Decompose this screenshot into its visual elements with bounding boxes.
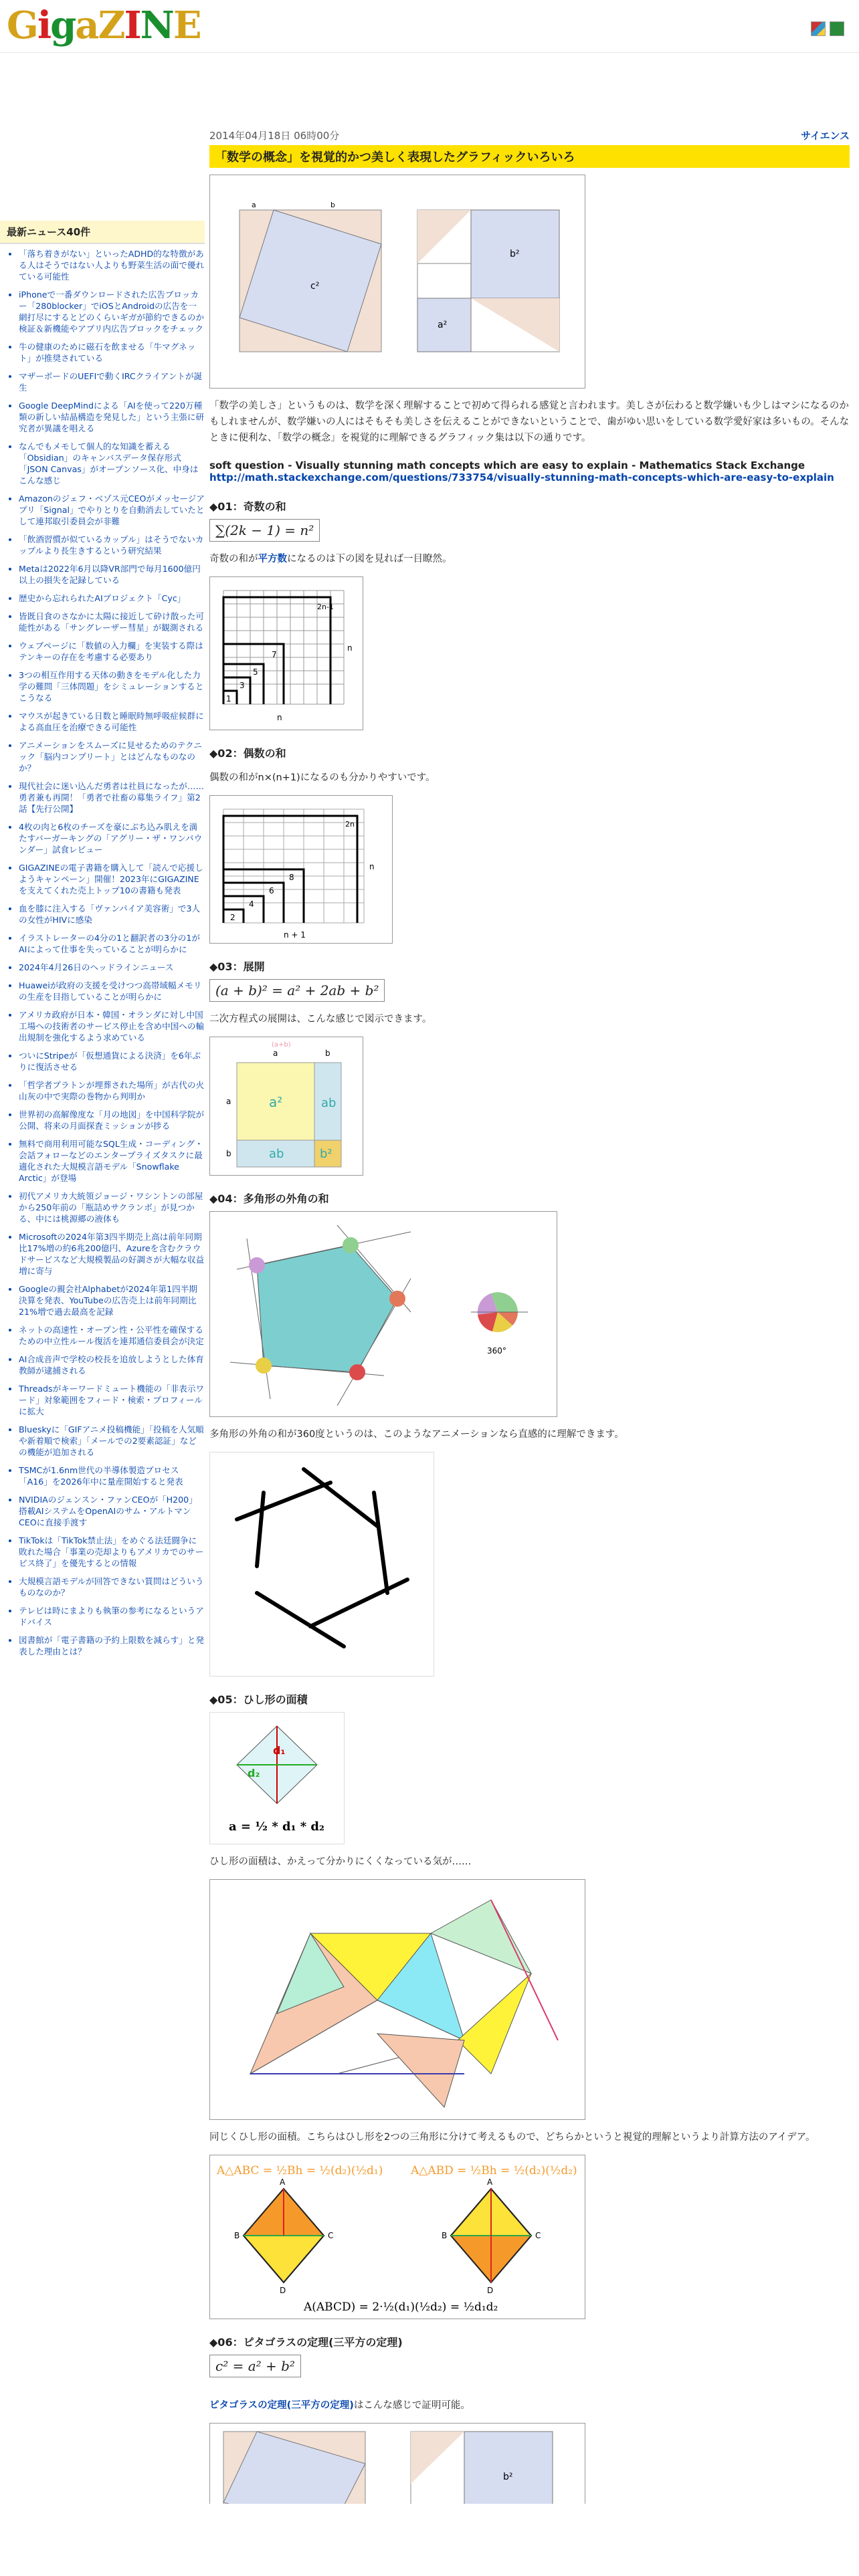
s6-text: はこんな感じで証明可能。 [353, 2400, 470, 2411]
pythagoras-figure-bottom [209, 2423, 585, 2504]
rhombus-tiling-figure [209, 1879, 585, 2120]
label-c2: c² [310, 281, 320, 292]
svg-text:a²: a² [269, 1094, 283, 1110]
site-header [0, 0, 859, 53]
svg-text:b²: b² [320, 1147, 332, 1161]
svg-text:a: a [252, 201, 256, 209]
square-number-link[interactable]: 平方数 [258, 554, 287, 564]
sidebar-news-item[interactable]: • 「落ち着きがない」といったADHD的な特徴がある人はそうではない人よりも野菜生活の面で優れている可能性 [19, 248, 205, 282]
ad-space [209, 52, 850, 126]
rhombus-triangles-figure [209, 2155, 585, 2319]
section-heading-3: ◆03：展開 [209, 960, 265, 973]
svg-text:B: B [442, 2231, 448, 2240]
svg-text:A: A [280, 2177, 286, 2187]
sidebar-news-item[interactable]: • Threadsがキーワードミュート機能の「非表示ワード」対象範囲をフィード・検索・プロフィールに拡大 [19, 1383, 205, 1417]
svg-text:C: C [535, 2231, 541, 2240]
svg-text:5: 5 [253, 667, 258, 677]
sidebar-news-item[interactable]: • Microsoftの2024年第3四半期売上高は前年同期比17%増の約6兆200億円、Azureを含むクラウドサービスなど大規模製品の好調さが大幅な収益増に寄与 [19, 1231, 205, 1277]
rhombus-total-formula: A(ABCD) = 2·½(d₁)(½d₂) = ½d₁d₂ [304, 2300, 498, 2314]
svg-text:2n-1: 2n-1 [317, 603, 334, 611]
sidebar-news-item[interactable]: • Google DeepMindによる「AIを使って220万種類の新しい結晶構造を発見した」という主張に研究者が異議を唱える [19, 400, 205, 434]
sidebar-news-item[interactable]: • 無料で商用利用可能なSQL生成・コーディング・会話フォローなどのエンタープライズタスクに最適化された大規模言語モデル「Snowflake Arctic」が登場 [19, 1138, 205, 1184]
article-title: 「数学の概念」を視覚的かつ美しく表現したグラフィックいろいろ [209, 145, 850, 168]
svg-text:b: b [226, 1149, 231, 1158]
article [209, 52, 850, 2504]
odd-sum-figure [209, 576, 363, 730]
svg-text:A: A [487, 2177, 493, 2187]
rhombus-formula: a = ½ * d₁ * d₂ [229, 1820, 324, 1834]
formula-odd-sum: ∑(2k − 1) = n² [209, 519, 320, 542]
svg-text:D: D [280, 2286, 286, 2295]
sidebar-news-item[interactable]: • AI合成音声で学校の校長を追放しようとした体育教師が逮捕される [19, 1354, 205, 1376]
section-heading-5: ◆05：ひし形の面積 [209, 1693, 308, 1706]
site-logo[interactable]: GigaZINE [7, 3, 201, 47]
sidebar-news-item[interactable]: • 2024年4月26日のヘッドラインニュース [19, 962, 205, 973]
sidebar-news-item[interactable]: • 図書館が「電子書籍の予約上限数を減らす」と発表した理由とは？ [19, 1634, 205, 1657]
news-list [0, 248, 205, 1657]
svg-text:8: 8 [289, 873, 294, 882]
svg-text:n + 1: n + 1 [284, 930, 306, 940]
svg-text:a: a [226, 1097, 231, 1106]
intro-text: 「数学の美しさ」というものは、数学を深く理解することで初めて得られる感覚と言われます。美しさが伝わると数学嫌いも少しはマシになるのかもしれませんが、数学嫌いの人にはそもそも美しさを伝えることができないということで、歯がゆい思いをしている数学愛好家は多いもの。そんなときに便利な、「数学の概念」を視覚的に理解できるグラフィック集は以下の通りです。 [209, 401, 850, 443]
s2-text: 偶数の和がn×(n+1)になるのも分かりやすいです。 [209, 772, 436, 783]
expansion-figure [209, 1037, 363, 1176]
svg-text:C: C [328, 2231, 334, 2240]
sidebar-news-item[interactable]: • Googleの親会社Alphabetが2024年第1四半期決算を発表、YouTubeの広告売上は前年同期比21%増で過去最高を記録 [19, 1283, 205, 1317]
formula-pythagoras: c² = a² + b² [209, 2355, 301, 2377]
pythagoras-link[interactable]: ピタゴラスの定理(三平方の定理) [209, 2400, 354, 2411]
s5-text-1: ひし形の面積は、かえって分かりにくくなっている気が…… [209, 1856, 472, 1867]
section-heading-1: ◆01：奇数の和 [209, 500, 286, 513]
s5-text-2: 同じくひし形の面積。こちらはひし形を2つの三角形に分けて考えるもので、どちらかというと視覚的理解というより計算方法のアイデア。 [209, 2132, 816, 2143]
svg-text:2n: 2n [345, 820, 355, 829]
sidebar-news-item[interactable]: • アニメーションをスムーズに見せるためのテクニック「脳内コンプリート」とはどんなものなのか？ [19, 740, 205, 774]
sidebar-news-item[interactable]: • NVIDIAのジェンスン・ファンCEOが「H200」搭載AIシステムをOpenAIのサム・アルトマンCEOに直接手渡す [19, 1494, 205, 1528]
sidebar-news-item[interactable]: • Huaweiが政府の支援を受けつつ高帯域幅メモリの生産を目指していることが明らかに [19, 980, 205, 1002]
svg-text:n: n [369, 862, 375, 871]
svg-text:B: B [234, 2231, 240, 2240]
sidebar-news-item[interactable]: • GIGAZINEの電子書籍を購入して「読んで応援しようキャンペーン」開催！2023年にGIGAZINEを支えてくれた売上トップ10の書籍も発表 [19, 862, 205, 896]
triangle-abc-formula: A△ABC = ½Bh = ½(d₂)(½d₁) [217, 2164, 383, 2177]
sidebar-news-item[interactable]: • 「哲学者プラトンが埋葬された場所」が古代の火山灰の中で実際の巻物から判明か [19, 1079, 205, 1102]
person-icon[interactable] [830, 21, 844, 36]
svg-text:a: a [273, 1049, 278, 1058]
sidebar-news-item[interactable]: • 初代アメリカ大統領ジョージ・ワシントンの部屋から250年前の「瓶詰めサクランボ」が見つかる、中には桃源郷の液体も [19, 1190, 205, 1224]
sidebar-news-item[interactable]: • なんでもメモして個人的な知識を蓄える「Obsidian」のキャンバスデータ保存形式「JSON Canvas」がオープンソース化、中身はこんな感じ [19, 441, 205, 486]
sidebar-news-item[interactable]: • TSMCが1.6nm世代の半導体製造プロセス「A16」を2026年中に量産開始すると発表 [19, 1465, 205, 1487]
svg-text:ab: ab [269, 1147, 284, 1161]
article-date: 2014年04月18日 06時00分 [209, 130, 340, 142]
svg-text:b: b [325, 1049, 330, 1058]
sidebar-news-item[interactable]: • Blueskyに「GIFアニメ投稿機能」「投稿を人気順や新着順で検索」「メールでの2要素認証」などの機能が追加される [19, 1424, 205, 1458]
svg-text:a²: a² [438, 320, 448, 330]
svg-text:4: 4 [249, 899, 254, 909]
category-link[interactable]: サイエンス [801, 130, 850, 142]
svg-text:b²: b² [503, 2472, 513, 2482]
sidebar-news-item[interactable]: • TikTokは「TikTok禁止法」をめぐる法廷闘争に敗れた場合「事業の売却よりもアメリカでのサービス終了」を優先するとの情報 [19, 1535, 205, 1569]
even-sum-figure [209, 795, 393, 944]
s3-text: 二次方程式の展開は、こんな感じで図示できます。 [209, 1014, 432, 1025]
sidebar-news-item[interactable]: • マウスが起きている日数と睡眠時無呼吸症候群による高血圧を治療できる可能性 [19, 710, 205, 733]
rhombus-area-figure [209, 1712, 345, 1844]
sidebar-news-item[interactable]: • 牛の健康のために磁石を飲ませる「牛マグネット」が推奨されている [19, 341, 205, 364]
hexagon-animation-figure [209, 1452, 434, 1677]
sidebar-news-item[interactable]: • ついにStripeが「仮想通貨による決済」を6年ぶりに復活させる [19, 1050, 205, 1073]
sidebar-news-item[interactable]: • 「飲酒習慣が似ているカップル」はそうでないカップルより長生きするという研究結果 [19, 534, 205, 556]
svg-text:(a+b): (a+b) [272, 1041, 291, 1049]
sidebar-news-item[interactable]: • 4枚の肉と6枚のチーズを豪にぶち込み肌えを満たすバーガーキングの「アグリー・ザ・ワンパウンダー」試食レビュー [19, 821, 205, 855]
label-360: 360° [487, 1346, 506, 1356]
sidebar-news-item[interactable]: • 3つの相互作用する天体の動きをモデル化した力学の難問「三体問題」をシミュレーションするとこうなる [19, 669, 205, 704]
section-heading-4: ◆04：多角形の外角の和 [209, 1192, 329, 1205]
sidebar-news-item[interactable]: • 現代社会に迷い込んだ勇者は社員になったが……勇者兼も再開！「勇者で社畜の募集ライフ」第2話【先行公開】 [19, 780, 205, 815]
sidebar-news-item[interactable]: • ウェブページに「数値の入力欄」を実装する際はテンキーの存在を考慮する必要あり [19, 640, 205, 663]
sidebar-news-item[interactable]: • ネットの高速性・オープン性・公平性を確保するための中立性ルール復活を連邦通信委員会が決定 [19, 1324, 205, 1347]
sidebar-news-item[interactable]: • 世界初の高解像度な「月の地図」を中国科学院が公開、将来の月面探査ミッションが捗る [19, 1109, 205, 1132]
svg-text:6: 6 [269, 886, 274, 895]
sidebar-news-item[interactable]: • 皆既日食のさなかに太陽に接近して砕け散った可能性がある「サングレーザー彗星」が観測される [19, 611, 205, 633]
sidebar-news-item[interactable]: • 大規模言語モデルが回答できない質問はどういうものなのか？ [19, 1576, 205, 1598]
s1-text-post: になるのは下の図を見れば一目瞭然。 [287, 554, 452, 564]
svg-text:d₁: d₁ [273, 1744, 286, 1757]
sidebar-news-item[interactable]: • Amazonのジェフ・ベゾス元CEOがメッセージアプリ「Signal」でやりとりを自動消去していたとして連邦取引委員会が非難 [19, 493, 205, 527]
triangle-abd-formula: A△ABD = ½Bh = ½(d₂)(½d₂) [411, 2164, 577, 2177]
svg-text:D: D [487, 2286, 494, 2295]
svg-text:3: 3 [240, 681, 245, 690]
source-title: soft question - Visually stunning math concepts which are easy to explain - Mathematics Stack Exchange [209, 459, 805, 471]
polygon-angles-figure [209, 1211, 557, 1417]
formula-expansion: (a + b)² = a² + 2ab + b² [209, 979, 385, 1002]
svg-text:1: 1 [226, 694, 231, 704]
s4-text: 多角形の外角の和が360度というのは、このようなアニメーションなら直感的に理解できます。 [209, 1429, 624, 1440]
sidebar [0, 221, 205, 1664]
sidebar-news-item[interactable]: • マザーボードのUEFIで動くIRCクライアントが誕生 [19, 370, 205, 393]
svg-text:b: b [330, 201, 335, 209]
sidebar-news-item[interactable]: • 歴史から忘れられたAIプロジェクト「Cyc」 [19, 593, 205, 604]
sidebar-title: 最新ニュース40件 [0, 221, 205, 244]
svg-text:ab: ab [321, 1096, 337, 1110]
svg-text:n: n [277, 713, 282, 722]
source-url[interactable]: http://math.stackexchange.com/questions/733754/visually-stunning-math-concepts-which-are-easy-to-explain [209, 471, 834, 484]
svg-text:7: 7 [272, 650, 277, 659]
s1-text: 奇数の和が [209, 554, 258, 564]
svg-text:d₂: d₂ [248, 1767, 260, 1780]
sidebar-news-item[interactable]: • テレビは時にまよりも執筆の参考になるというアドバイス [19, 1605, 205, 1628]
gallery-icon[interactable] [811, 21, 826, 36]
pythagoras-figure-top [209, 175, 585, 389]
section-heading-6: ◆06：ピタゴラスの定理(三平方の定理) [209, 2336, 403, 2349]
sidebar-news-item[interactable]: • Metaは2022年6月以降VR部門で毎月1600億円以上の損失を記録している [19, 563, 205, 586]
svg-text:2: 2 [230, 913, 235, 922]
svg-text:b²: b² [510, 249, 520, 259]
sidebar-news-item[interactable]: • 血を膝に注入する「ヴァンパイア美容術」で3人の女性がHIVに感染 [19, 903, 205, 926]
svg-text:n: n [347, 643, 353, 653]
sidebar-news-item[interactable]: • アメリカ政府が日本・韓国・オランダに対し中国工場への技術者のサービス停止を含め中国への輸出規制を強化するよう求めている [19, 1009, 205, 1043]
sidebar-news-item[interactable]: • iPhoneで一番ダウンロードされた広告ブロッカー「280blocker」でiOSとAndroidの広告を一網打尽にするとどのくらいギガが節約できるのか検証＆新機能やアプリ内広告ブロックをチェック [19, 289, 205, 334]
sidebar-news-item[interactable]: • イラストレーターの4分の1と翻訳者の3分の1がAIによって仕事を失っていることが明らかに [19, 932, 205, 955]
section-heading-2: ◆02：偶数の和 [209, 747, 286, 760]
